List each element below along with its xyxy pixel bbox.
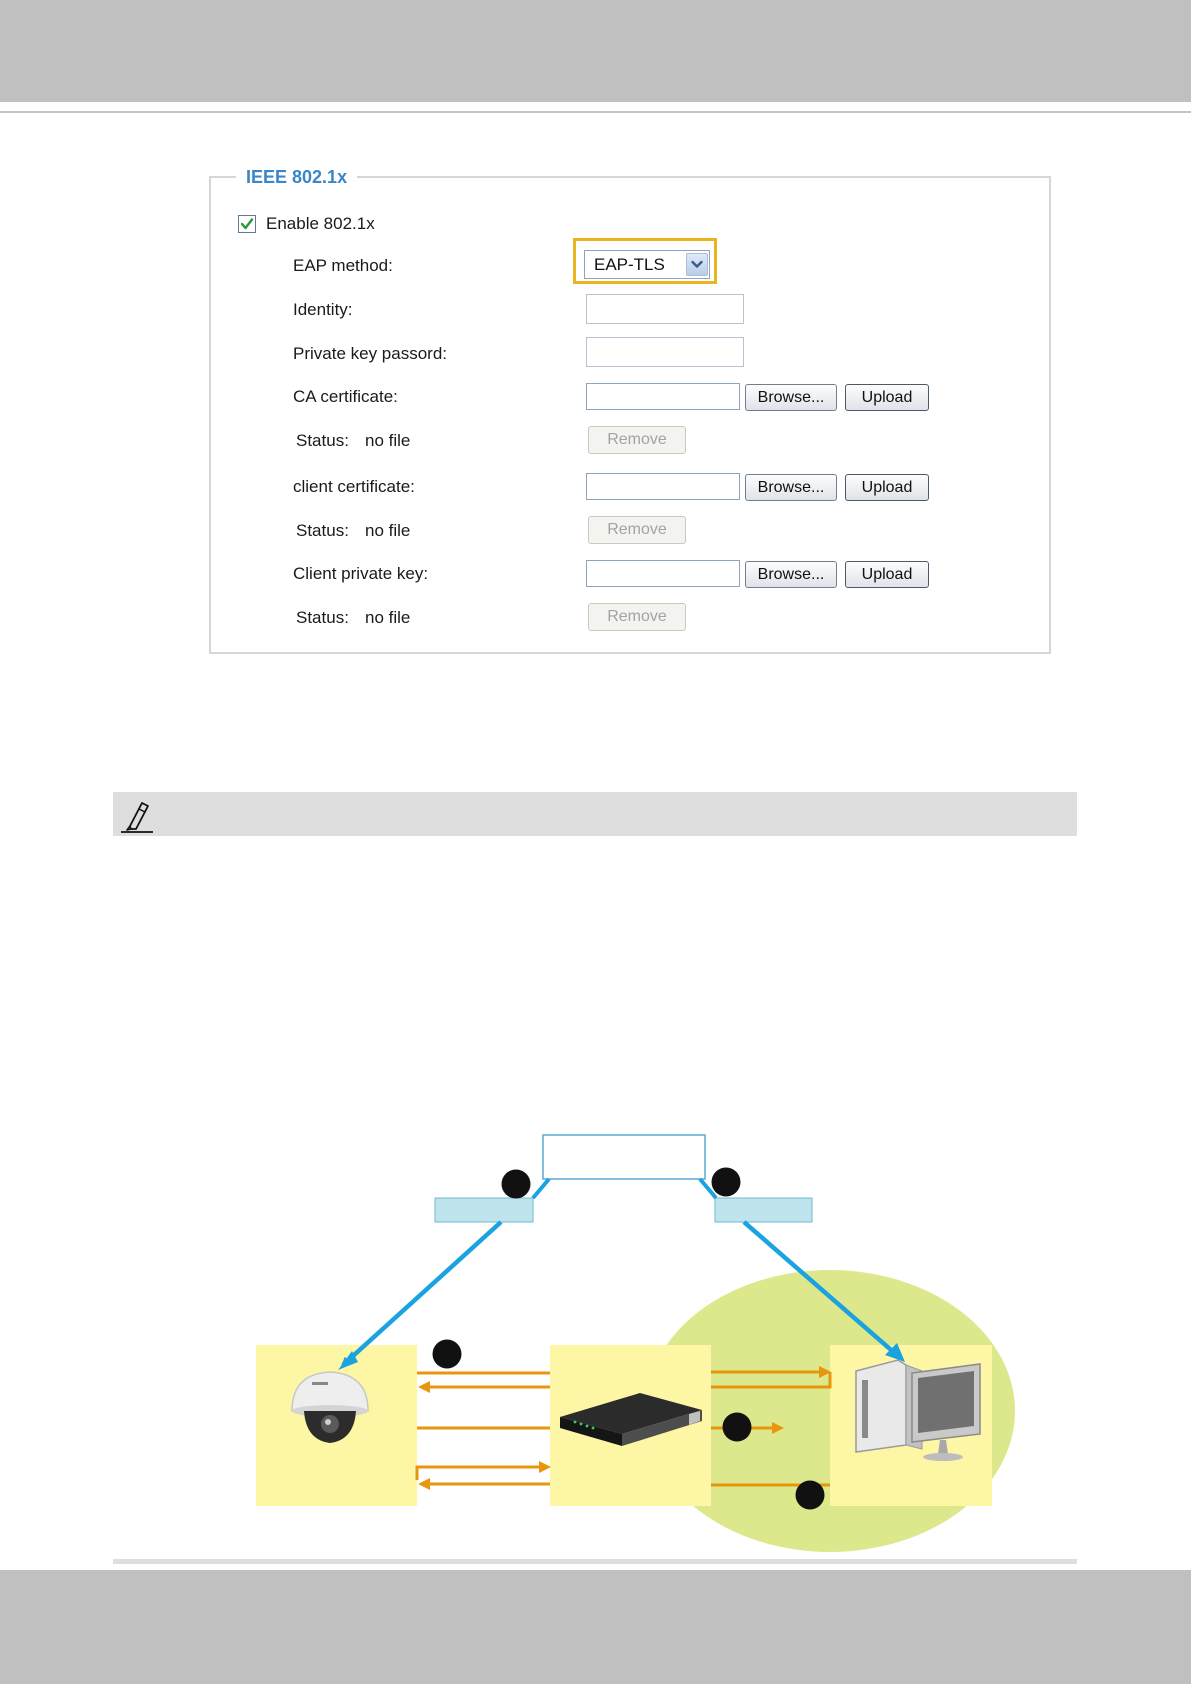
step-marker (723, 1413, 752, 1442)
ca-certificate-upload-button[interactable]: Upload (845, 384, 929, 411)
step-marker (433, 1340, 462, 1369)
authentication-diagram (0, 1120, 1191, 1560)
header-divider (0, 111, 1191, 113)
footer-divider (113, 1559, 1077, 1564)
step-marker (712, 1168, 741, 1197)
client-certificate-remove-button[interactable]: Remove (588, 516, 686, 544)
arrow-to-camera (343, 1222, 501, 1365)
panel-legend: IEEE 802.1x (236, 166, 357, 188)
ca-certificate-label: CA certificate: (293, 387, 398, 406)
client-private-key-status-value: no file (365, 608, 411, 627)
ca-certificate-status-label: Status: (296, 431, 349, 450)
ca-certificate-browse-button[interactable]: Browse... (745, 384, 837, 411)
page-header-band (0, 0, 1191, 102)
eap-method-label: EAP method: (293, 256, 393, 275)
private-key-password-input[interactable] (586, 337, 744, 367)
page-footer-band (0, 1570, 1191, 1684)
client-certificate-status-label: Status: (296, 521, 349, 540)
client-certificate-label: client certificate: (293, 477, 415, 496)
identity-input[interactable] (586, 294, 744, 324)
note-bar (113, 792, 1077, 836)
client-private-key-remove-button[interactable]: Remove (588, 603, 686, 631)
client-certificate-browse-button[interactable]: Browse... (745, 474, 837, 501)
ca-certificate-status-value: no file (365, 431, 411, 450)
ca-certificate-remove-button[interactable]: Remove (588, 426, 686, 454)
enable-8021x-label: Enable 802.1x (266, 214, 375, 233)
pencil-icon (117, 797, 155, 840)
client-certificate-status-value: no file (365, 521, 411, 540)
eap-method-select[interactable] (584, 250, 710, 279)
step-marker (796, 1481, 825, 1510)
top-box (543, 1135, 705, 1179)
enable-8021x-checkbox[interactable] (238, 215, 256, 233)
client-certificate-file-input[interactable] (586, 473, 740, 500)
right-label-box (715, 1198, 812, 1222)
client-private-key-label: Client private key: (293, 564, 429, 583)
private-key-password-label: Private key passord: (293, 344, 448, 363)
ca-certificate-file-input[interactable] (586, 383, 740, 410)
client-private-key-file-input[interactable] (586, 560, 740, 587)
checkmark-icon (240, 217, 254, 231)
eap-method-value: EAP-TLS (594, 255, 665, 274)
chevron-down-icon[interactable] (686, 253, 708, 276)
identity-label: Identity: (293, 300, 353, 319)
client-private-key-upload-button[interactable]: Upload (845, 561, 929, 588)
left-label-box (435, 1198, 533, 1222)
client-certificate-upload-button[interactable]: Upload (845, 474, 929, 501)
client-private-key-status-label: Status: (296, 608, 349, 627)
step-marker (502, 1170, 531, 1199)
client-private-key-browse-button[interactable]: Browse... (745, 561, 837, 588)
